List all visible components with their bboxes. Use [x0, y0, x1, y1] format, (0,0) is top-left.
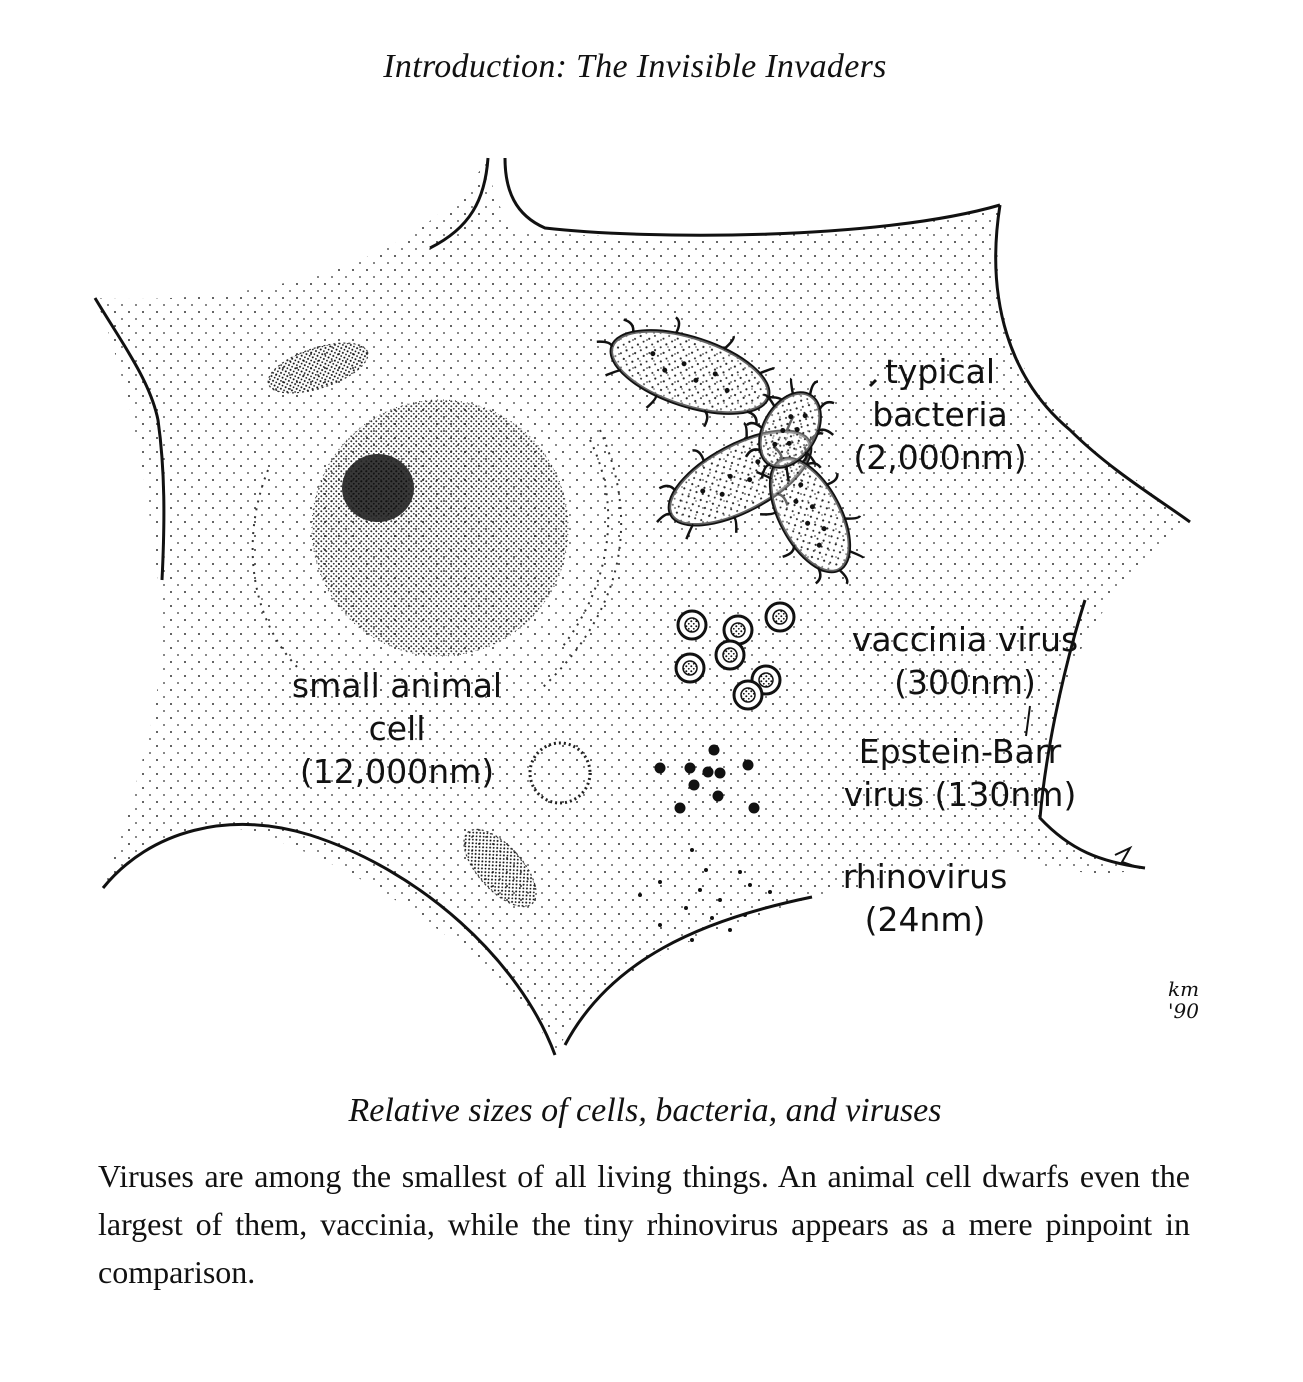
bacteria-label: [840, 350, 1040, 479]
rhinovirus-particle: [710, 916, 714, 920]
epstein-barr-particle: [685, 763, 696, 774]
bacteria-label-line-1: typical: [884, 352, 996, 391]
cell-label: [262, 664, 532, 793]
epstein-barr-particle: [715, 768, 726, 779]
epstein-barr-particle: [689, 780, 700, 791]
vaccinia-particle: [734, 681, 762, 709]
epstein-barr-label-line-1: Epstein-Barr: [858, 732, 1062, 771]
rhinovirus-label-line-1: rhinovirus: [842, 857, 1008, 896]
epstein-barr-particle: [675, 803, 686, 814]
epstein-barr-particle: [703, 767, 714, 778]
artist-signature: [1168, 978, 1238, 1022]
rhinovirus-particle: [728, 928, 732, 932]
epstein-barr-label: [815, 730, 1105, 816]
body-paragraph: Viruses are among the smallest of all living things. An animal cell dwarfs even the largest of them, vaccinia, while the tiny rhinovirus appears as a mere pinpoint in comparison.: [98, 1158, 1190, 1290]
rhinovirus-particle: [658, 923, 662, 927]
rhinovirus-particle: [638, 893, 642, 897]
epstein-barr-particle: [743, 760, 754, 771]
cell-label-line-1: small animal: [291, 666, 503, 705]
signature-year: '90: [1168, 999, 1199, 1023]
epstein-barr-particle: [655, 763, 666, 774]
bacteria-label-line-2: bacteria: [872, 395, 1008, 434]
epstein-barr-particle: [713, 791, 724, 802]
rhinovirus-particle: [698, 888, 702, 892]
rhinovirus-particle: [743, 913, 747, 917]
cell-label-line-2: cell: [368, 709, 426, 748]
rhinovirus-particle: [748, 883, 752, 887]
vaccinia-label: [820, 618, 1110, 704]
rhinovirus-label-line-2: (24nm): [864, 900, 986, 939]
rhinovirus-particle: [690, 938, 694, 942]
vaccinia-particle: [678, 611, 706, 639]
epstein-barr-particle: [709, 745, 720, 756]
epstein-barr-particle: [749, 803, 760, 814]
rhinovirus-particle: [690, 848, 694, 852]
epstein-barr-label-line-2: virus (130nm): [843, 775, 1077, 814]
page-header: Introduction: The Invisible Invaders: [383, 48, 887, 85]
vaccinia-particle: [766, 603, 794, 631]
rhinovirus-particle: [738, 870, 742, 874]
cell-label-line-3: (12,000nm): [299, 752, 495, 791]
figure-caption: Relative sizes of cells, bacteria, and viruses: [348, 1092, 942, 1129]
rhinovirus-label: [815, 855, 1035, 941]
rhinovirus-particle: [718, 898, 722, 902]
bacteria-label-line-3: (2,000nm): [853, 438, 1027, 477]
rhinovirus-particle: [704, 868, 708, 872]
vaccinia-particle: [716, 641, 744, 669]
rhinovirus-particle: [658, 880, 662, 884]
vaccinia-label-line-2: (300nm): [894, 663, 1036, 702]
rhinovirus-particle: [684, 906, 688, 910]
rhinovirus-particle: [768, 890, 772, 894]
vaccinia-label-line-1: vaccinia virus: [851, 620, 1079, 659]
vaccinia-particle: [676, 654, 704, 682]
signature-initials: km: [1168, 977, 1200, 1001]
